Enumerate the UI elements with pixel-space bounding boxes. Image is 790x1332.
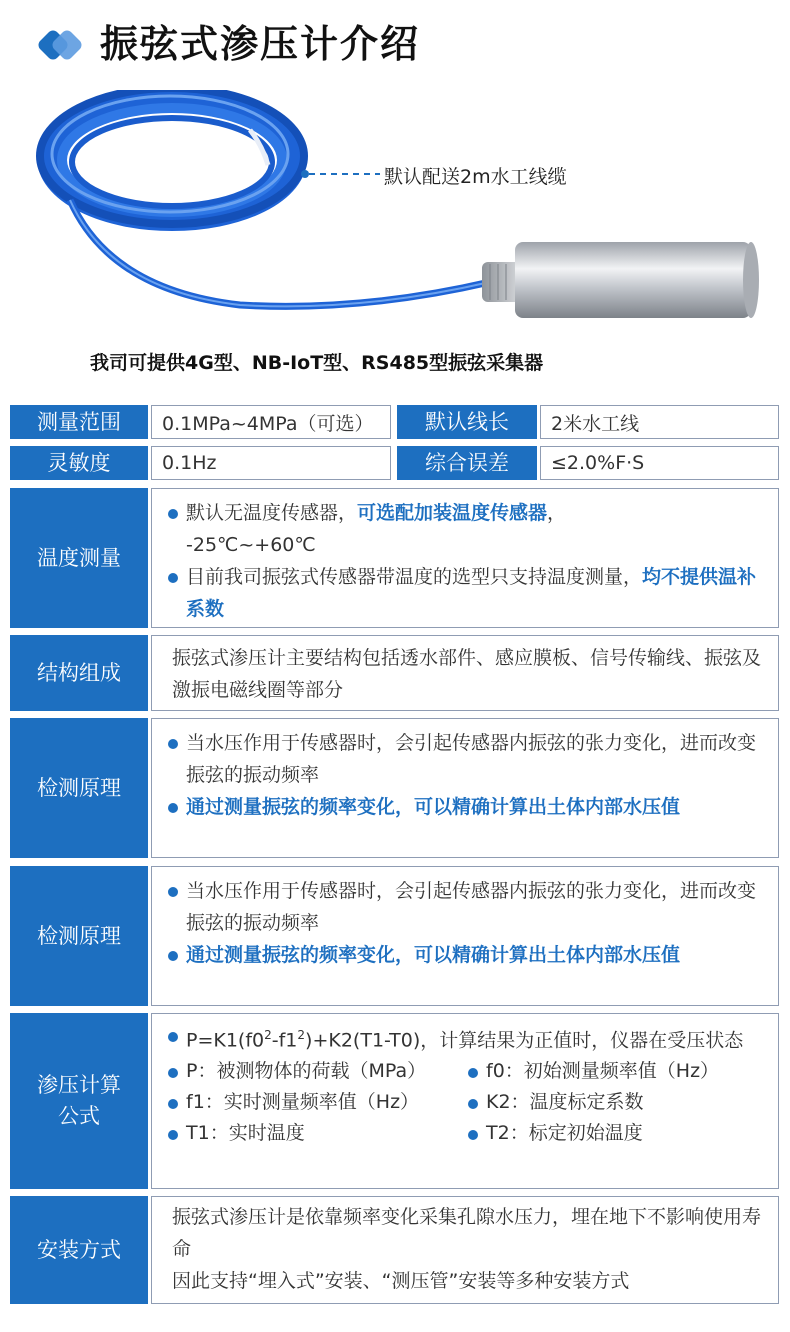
temperature-item — [166, 497, 766, 561]
install-body — [151, 1196, 779, 1304]
install-methods: 因此支持“埋入式”安装、“测压管”安装等多种安装方式 — [172, 1270, 630, 1292]
equation-part: )+K2(T1-T0)，计算结果为正值时，仪器在受压状态 — [305, 1029, 744, 1052]
variable-t2: T2：标定初始温度 — [466, 1118, 766, 1149]
principle-body — [151, 866, 779, 1006]
principle-label: 检测原理 — [10, 718, 148, 858]
equation-superscript: 2 — [264, 1028, 272, 1042]
principle-item-highlight: 通过测量振弦的频率变化，可以精确计算出土体内部水压值 — [166, 939, 766, 971]
page-title: 振弦式渗压计介绍 — [100, 22, 421, 66]
temperature-punct: ， — [547, 502, 567, 524]
temperature-item — [166, 561, 766, 625]
temperature-label: 温度测量 — [10, 488, 148, 628]
temperature-range: -25℃~+60℃ — [186, 534, 316, 556]
formula-label-line1: 渗压计算 — [37, 1073, 121, 1097]
equation-part: P=K1(f0 — [186, 1029, 265, 1052]
error-value: ≤2.0%F·S — [540, 446, 779, 480]
cable-length-value: 2米水工线 — [540, 405, 779, 439]
structure-body — [151, 635, 779, 711]
collector-caption: 我司可提供4G型、NB-IoT型、RS485型振弦采集器 — [90, 352, 544, 374]
product-illustration — [0, 90, 790, 390]
variable-f0: f0：初始测量频率值（Hz） — [466, 1056, 766, 1087]
principle-body — [151, 718, 779, 858]
principle-item: 当水压作用于传感器时，会引起传感器内振弦的张力变化，进而改变振弦的振动频率 — [166, 875, 766, 939]
structure-label: 结构组成 — [10, 635, 148, 711]
formula-equation — [166, 1020, 766, 1056]
variable-f1: f1：实时测量频率值（Hz） — [166, 1087, 466, 1118]
formula-label-line2: 公式 — [58, 1104, 100, 1128]
header — [0, 0, 790, 90]
formula-variables-row — [166, 1056, 766, 1087]
formula-variables-row — [166, 1118, 766, 1149]
principle-label: 检测原理 — [10, 866, 148, 1006]
error-label: 综合误差 — [397, 446, 537, 480]
temperature-no-compensation: 均不提供温补系数 — [186, 566, 757, 620]
variable-p: P：被测物体的荷载（MPa） — [166, 1056, 466, 1087]
sensitivity-value: 0.1Hz — [151, 446, 391, 480]
variable-k2: K2：温度标定系数 — [466, 1087, 766, 1118]
formula-body — [151, 1013, 779, 1189]
cable-length-label: 默认线长 — [397, 405, 537, 439]
temperature-body — [151, 488, 779, 628]
logo-icon — [38, 28, 88, 62]
temperature-support-text: 目前我司振弦式传感器带温度的选型只支持温度测量， — [186, 566, 643, 588]
structure-text: 振弦式渗压计主要结构包括透水部件、感应膜板、信号传输线、振弦及激振电磁线圈等部分 — [172, 647, 762, 701]
variable-t1: T1：实时温度 — [166, 1118, 466, 1149]
equation-part: -f1 — [271, 1029, 298, 1052]
principle-item-highlight: 通过测量振弦的频率变化，可以精确计算出土体内部水压值 — [166, 791, 766, 823]
range-value: 0.1MPa~4MPa（可选） — [151, 405, 391, 439]
cable-callout: 默认配送2m水工线缆 — [384, 166, 567, 188]
sensitivity-label: 灵敏度 — [10, 446, 148, 480]
formula-label — [10, 1013, 148, 1189]
principle-item: 当水压作用于传感器时，会引起传感器内振弦的张力变化，进而改变振弦的振动频率 — [166, 727, 766, 791]
product-hero — [0, 90, 790, 390]
range-label: 测量范围 — [10, 405, 148, 439]
equation-superscript: 2 — [297, 1028, 306, 1042]
temperature-optional-text: 可选配加装温度传感器 — [357, 502, 548, 524]
temperature-default-text: 默认无温度传感器， — [186, 502, 358, 524]
install-label: 安装方式 — [10, 1196, 148, 1304]
install-text: 振弦式渗压计是依靠频率变化采集孔隙水压力，埋在地下不影响使用寿命 — [172, 1206, 762, 1260]
formula-variables-row — [166, 1087, 766, 1118]
